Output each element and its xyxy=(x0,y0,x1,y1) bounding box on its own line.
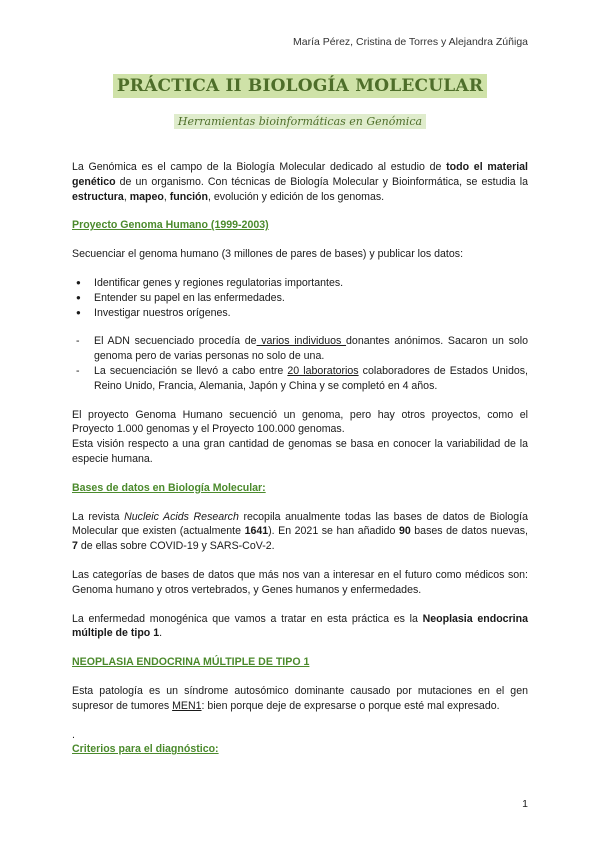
header-authors: María Pérez, Cristina de Torres y Alejandra Zúñiga xyxy=(293,36,528,48)
db-text-5: de ellas sobre COVID-19 y SARS-CoV-2. xyxy=(77,540,275,553)
intro-text-5: , evolución y edición de los genomas. xyxy=(208,190,385,203)
list-item: ● Entender su papel en las enfermedades. xyxy=(90,291,528,306)
document-subtitle: Herramientas bioinformáticas en Genómica xyxy=(174,114,426,129)
db-journal-name: Nucleic Acids Research xyxy=(124,510,239,523)
dash1-text-b: donantes anónimos. Sacaron un solo genoma pero de varias personas no solo de una. xyxy=(94,335,528,363)
intro-text-2: de un organismo. Con técnicas de Biología Molecular y Bioinformática, se estudia la xyxy=(115,175,528,188)
dash2-text-a: La secuenciación se llevó a cabo entre xyxy=(94,364,288,377)
databases-paragraph-1 xyxy=(72,510,528,554)
list-item: ● Identificar genes y regiones regulatorias importantes. xyxy=(90,276,528,291)
db-p3-text-c: . xyxy=(159,627,163,640)
men1-gene: MEN1 xyxy=(172,699,202,712)
intro-bold-3: mapeo xyxy=(129,190,164,203)
intro-paragraph xyxy=(72,160,528,204)
document-title: PRÁCTICA II BIOLOGÍA MOLECULAR xyxy=(113,74,487,98)
db-disease-name: Neoplasia endocrina múltiple de tipo 1 xyxy=(72,612,528,640)
intro-text-4: , xyxy=(163,190,170,203)
db-count-covid: 7 xyxy=(72,540,78,553)
db-text-3: ). En 2021 se han añadido xyxy=(268,525,399,538)
databases-paragraph-3 xyxy=(72,612,528,642)
section-heading-diagnosis: Criterios para el diagnóstico: xyxy=(72,743,219,756)
list-item xyxy=(90,364,528,394)
dash1-underlined: varios individuos xyxy=(256,335,347,348)
databases-paragraph-2: Las categorías de bases de datos que más nos van a interesar en el futuro como médicos son: Genoma humano y otros vertebrados, y Genes humanos y enfermedades. xyxy=(72,568,528,596)
db-text-4: bases de datos nuevas, xyxy=(410,525,528,538)
subtitle-container xyxy=(0,112,600,130)
intro-text-3: , xyxy=(123,190,130,203)
genome-project-paragraph-1: El proyecto Genoma Humano secuenció un genoma, pero hay otros proyectos, como el Proyecto 1.000 genomas y el Proyecto 100.000 genomas. xyxy=(72,408,528,436)
db-text-1: La revista xyxy=(72,510,125,523)
section-heading-men1: NEOPLASIA ENDOCRINA MÚLTIPLE DE TIPO 1 xyxy=(72,656,310,669)
men1-text-a: Esta patología es un síndrome autosómico dominante causado por mutaciones en el gen supresor de tumores xyxy=(72,684,528,712)
section-heading-databases: Bases de datos en Biología Molecular: xyxy=(72,481,266,494)
genome-project-details xyxy=(72,334,528,393)
db-text-2: recopila anualmente todas las bases de datos de Biología Molecular que existen (actualmente xyxy=(72,510,528,538)
intro-bold-1: todo el material genético xyxy=(72,161,528,188)
dash2-underlined: 20 laboratorios xyxy=(287,364,359,377)
list-item: ● Investigar nuestros orígenes. xyxy=(90,306,528,321)
genome-project-paragraph-2: Esta visión respecto a una gran cantidad de genomas se basa en conocer la variabilidad de la especie humana. xyxy=(72,438,528,465)
list-item xyxy=(90,334,528,364)
db-p3-text-a: La enfermedad monogénica que vamos a tratar en esta práctica es la xyxy=(72,612,423,625)
men1-text-b: : bien porque deje de expresarse o porque esté mal expresado. xyxy=(201,699,500,712)
genome-project-bullets xyxy=(72,276,528,320)
page-number: 1 xyxy=(522,798,528,810)
dash1-text-a: El ADN secuenciado procedía de xyxy=(94,335,257,348)
db-count-new: 90 xyxy=(398,525,411,538)
genome-project-lead: Secuenciar el genoma humano (3 millones de pares de bases) y publicar los datos: xyxy=(72,248,464,261)
stray-dot: . xyxy=(72,728,75,741)
intro-bold-4: función xyxy=(169,190,208,203)
section-heading-genome-project: Proyecto Genoma Humano (1999-2003) xyxy=(72,219,269,232)
title-container xyxy=(0,74,600,98)
dash2-text-b: colaboradores de Estados Unidos, Reino Unido, Francia, Alemania, Japón y China y se completó en 4 años. xyxy=(94,364,528,392)
main-content xyxy=(72,160,528,757)
db-count-total: 1641 xyxy=(244,525,269,538)
intro-bold-2: estructura xyxy=(72,190,124,203)
men1-paragraph xyxy=(72,684,528,714)
intro-text-1: La Genómica es el campo de la Biología Molecular dedicado al estudio de xyxy=(72,161,447,173)
